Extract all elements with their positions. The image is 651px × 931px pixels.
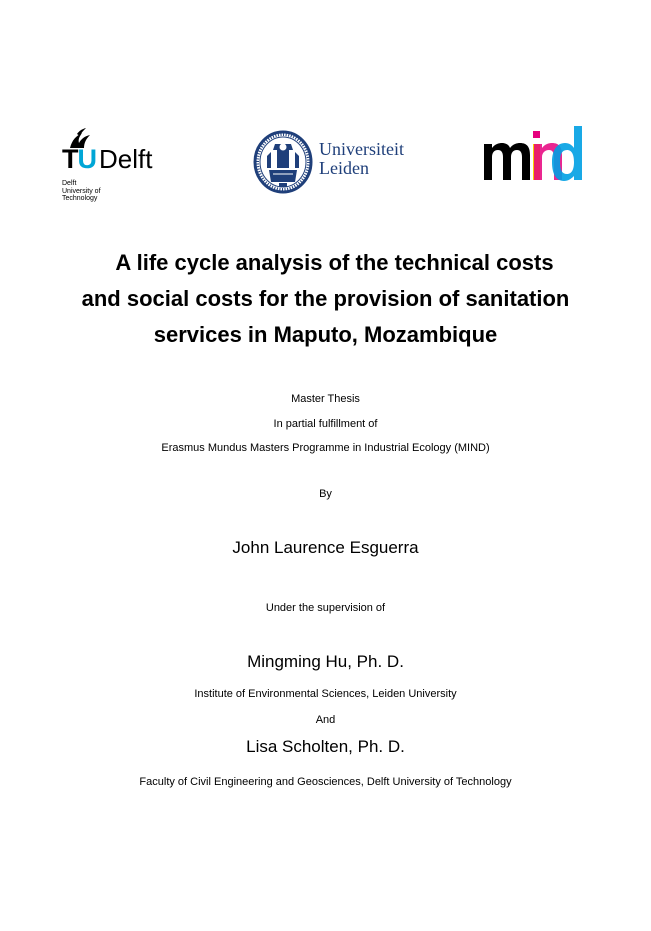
thesis-type: Master Thesis: [291, 393, 360, 405]
tudelft-t: T: [62, 144, 78, 174]
supervisor-name: Lisa Scholten, Ph. D.: [246, 737, 405, 756]
mind-logo: [482, 122, 592, 184]
tudelft-sub-line: Technology: [62, 195, 98, 202]
tudelft-logo: [62, 128, 182, 200]
logo-row: [0, 120, 651, 200]
thesis-fulfillment: In partial fulfillment of: [273, 417, 378, 430]
supervisor-affiliation: Faculty of Civil Engineering and Geosciences, Delft University of Technology: [139, 776, 512, 788]
supervision-label: Under the supervision of: [265, 602, 386, 614]
tudelft-u: U: [77, 144, 97, 174]
by-label: By: [319, 488, 332, 500]
leiden-logo: [253, 130, 423, 196]
tudelft-sub-line: Delft: [62, 180, 77, 187]
leiden-wordmark: [319, 140, 404, 178]
leiden-line-2: Leiden: [319, 158, 369, 178]
tudelft-subtitle: [62, 180, 101, 203]
title-line: and social costs for the provision of sanitation: [81, 286, 570, 311]
thesis-info: [0, 387, 651, 461]
tudelft-delft: Delft: [99, 144, 153, 174]
leiden-line-1: Universiteit: [319, 139, 404, 159]
tudelft-wordmark: [62, 144, 152, 174]
thesis-programme: Erasmus Mundus Masters Programme in Industrial Ecology (MIND): [161, 442, 490, 454]
author-name: John Laurence Esguerra: [232, 538, 419, 557]
tudelft-sub-line: University of: [62, 187, 101, 195]
thesis-title: [60, 245, 591, 353]
supervisor-name: Mingming Hu, Ph. D.: [247, 652, 404, 671]
supervisor-affiliation: Institute of Environmental Sciences, Leiden University: [194, 688, 457, 700]
title-line: A life cycle analysis of the technical costs: [115, 250, 554, 275]
and-label: And: [315, 714, 336, 726]
title-line: services in Maputo, Mozambique: [153, 322, 498, 347]
leiden-seal-icon: [253, 130, 313, 194]
